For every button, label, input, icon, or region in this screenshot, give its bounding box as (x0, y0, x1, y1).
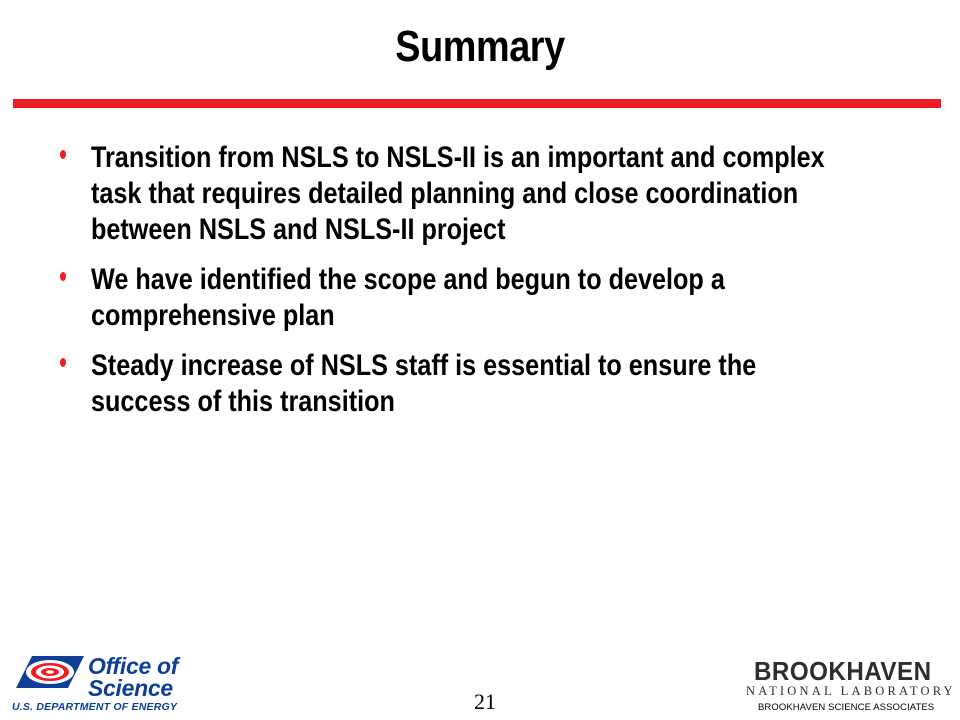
page-number: 21 (474, 689, 496, 714)
bullet-item (60, 262, 860, 334)
bullet-list (60, 140, 860, 434)
slide-title: Summary (395, 22, 565, 71)
bullet-icon (60, 358, 66, 367)
bullet-item (60, 348, 860, 420)
bullet-text: We have identified the scope and begun to develop a comprehensive plan (91, 263, 725, 332)
bullet-item (60, 140, 860, 248)
brookhaven-logo-subtitle: NATIONAL LABORATORY (746, 684, 956, 698)
brookhaven-associates-label: BROOKHAVEN SCIENCE ASSOCIATES (758, 702, 935, 713)
office-of-science-logo (6, 650, 206, 714)
science-label: Science (88, 675, 173, 701)
bullet-text: Transition from NSLS to NSLS-II is an important and complex task that requires detailed planning and close coordination between NSLS and NSLS-II project (91, 141, 825, 246)
doe-emblem-icon (6, 650, 86, 700)
bullet-icon (60, 272, 66, 281)
office-of-label: Office of (88, 653, 179, 679)
title-divider (13, 99, 941, 108)
brookhaven-logo-name: BROOKHAVEN (754, 656, 932, 686)
bullet-icon (60, 150, 66, 159)
department-label: U.S. DEPARTMENT OF ENERGY (12, 701, 178, 713)
bullet-text: Steady increase of NSLS staff is essential to ensure the success of this transition (91, 349, 757, 418)
